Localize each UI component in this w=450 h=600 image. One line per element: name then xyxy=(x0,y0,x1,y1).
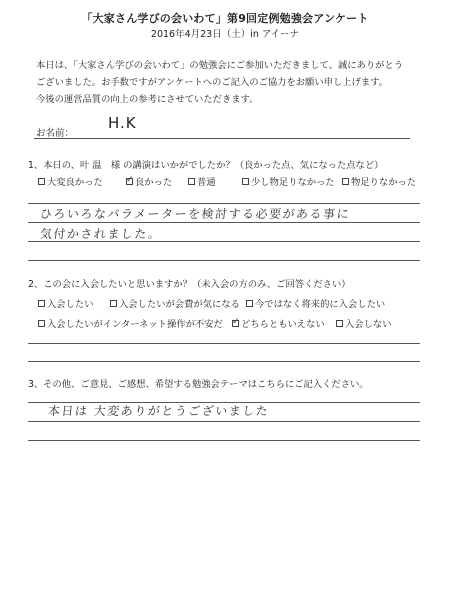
checkbox[interactable] xyxy=(38,320,45,327)
q2-rule-2 xyxy=(28,361,420,362)
q2-rule-1 xyxy=(28,343,420,344)
q2-question: 2、この会に入会したいと思いますか？（未入会の方のみ、ご回答ください） xyxy=(28,279,351,290)
q1-answer-rule-1 xyxy=(28,222,420,223)
checkbox[interactable] xyxy=(188,178,195,185)
survey-title: 「大家さん学びの会いわて」第9回定例勉強会アンケート xyxy=(81,12,369,25)
q1-answer-rule-3 xyxy=(28,260,420,261)
q1-option-lacking[interactable]: 物足りなかった xyxy=(342,174,416,188)
checkbox[interactable] xyxy=(342,178,349,185)
name-underline xyxy=(34,138,410,139)
checkbox[interactable] xyxy=(246,300,253,307)
q3-question: 3、その他、ご意見、ご感想、希望する勉強会テーマはこちらにご記入ください。 xyxy=(28,379,369,390)
q1-option-average[interactable]: 普通 xyxy=(188,174,216,188)
q1-question: 1、本日の、叶 温 様 の講演はいかがでしたか？（良かった点、気になった点など） xyxy=(28,160,384,171)
checkbox[interactable] xyxy=(242,178,249,185)
q3-answer-line-1: 本日は 大変ありがとうございました xyxy=(47,404,271,418)
q2-option-join-later[interactable]: 今ではなく将来的に入会したい xyxy=(246,296,385,310)
q2-option-undecided[interactable]: ✓ どちらともいえない xyxy=(232,316,325,330)
q3-rule-1 xyxy=(28,402,420,403)
q3-rule-3 xyxy=(28,440,420,441)
q2-option-join-internet-concern[interactable]: 入会したいがインターネット操作が不安だ xyxy=(38,316,223,330)
checkbox-checked[interactable] xyxy=(126,178,133,185)
checkbox[interactable] xyxy=(110,300,117,307)
checkbox[interactable] xyxy=(336,320,343,327)
q1-answer-line-top xyxy=(28,203,420,204)
name-value[interactable]: H.K xyxy=(108,114,137,132)
checkbox-checked[interactable] xyxy=(232,320,239,327)
checkbox[interactable] xyxy=(38,300,45,307)
q1-option-slightly-lacking[interactable]: 少し物足りなかった xyxy=(242,174,335,188)
q2-option-not-join[interactable]: 入会しない xyxy=(336,316,392,330)
intro-line-1: 本日は、「大家さん学びの会いわて」の勉強会にご参加いただきまして、誠にありがとう xyxy=(36,60,404,71)
q2-option-join-fee-concern[interactable]: 入会したいが会費が気になる xyxy=(110,296,240,310)
q3-rule-2 xyxy=(28,421,420,422)
q1-answer-line-2: 気付かされました。 xyxy=(39,227,163,241)
q1-option-good[interactable]: ✓ 良かった xyxy=(126,174,172,188)
checkbox[interactable] xyxy=(38,178,45,185)
intro-line-2: ございました。お手数ですがアンケートへのご記入のご協力をお願い申し上げます。 xyxy=(36,77,388,88)
survey-date: 2016年4月23日（土）in アイーナ xyxy=(150,29,300,40)
q2-option-join[interactable]: 入会したい xyxy=(38,296,94,310)
intro-line-3: 今後の運営品質の向上の参考にさせていただきます。 xyxy=(36,94,259,105)
name-label: お名前： xyxy=(36,128,75,139)
q1-option-very-good[interactable]: 大変良かった xyxy=(38,174,103,188)
q1-answer-rule-2 xyxy=(28,241,420,242)
q1-answer-line-1: ひろいろなパラメーターを検討する必要がある事に xyxy=(39,207,351,221)
